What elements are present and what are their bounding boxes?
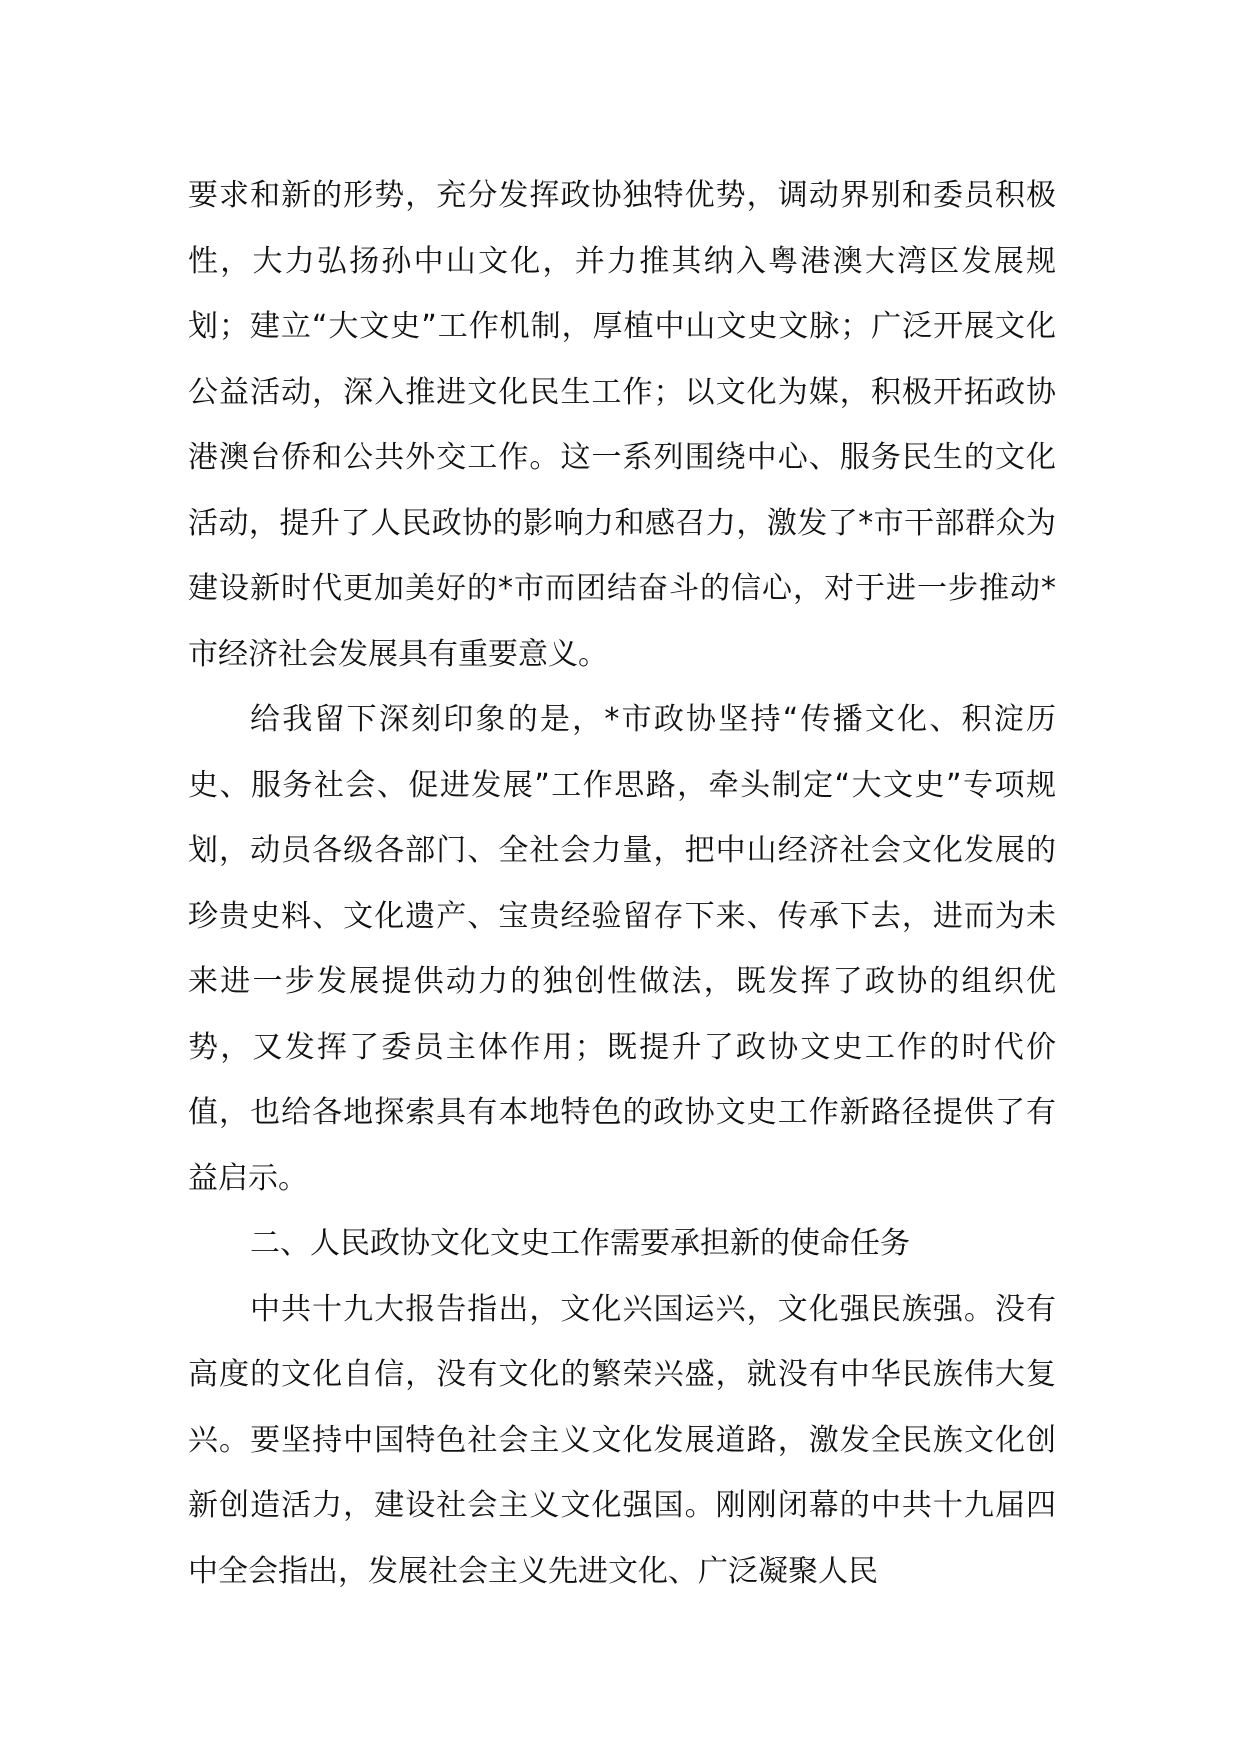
- paragraph-continuation: 要求和新的形势，充分发挥政协独特优势，调动界别和委员积极性，大力弘扬孙中山文化，并力推其纳入粤港澳大湾区发展规划；建立“大文史”工作机制，厚植中山文史文脉；广泛开展文化公益活动，深入推进文化民生工作；以文化为媒，积极开拓政协港澳台侨和公共外交工作。这一系列围绕中心、服务民生的文化活动，提升了人民政协的影响力和感召力，激发了*市干部群众为建设新时代更加美好的*市而团结奋斗的信心，对于进一步推动*市经济社会发展具有重要意义。: [188, 178, 1056, 672]
- section-heading: 二、人民政协文化文史工作需要承担新的使命任务: [250, 1226, 910, 1261]
- paragraph-impression: 给我留下深刻印象的是，*市政协坚持“传播文化、积淀历史、服务社会、促进发展”工作思路，牵头制定“大文史”专项规划，动员各级各部门、全社会力量，把中山经济社会文化发展的珍贵史料、文化遗产、宝贵经验留存下来、传承下去，进而为未来进一步发展提供动力的独创性做法，既发挥了政协的组织优势，又发挥了委员主体作用；既提升了政协文史工作的时代价值，也给各地探索具有本地特色的政协文史工作新路径提供了有益启示。: [188, 702, 1056, 1196]
- document-body: [188, 163, 1056, 1604]
- paragraph-report: 中共十九大报告指出，文化兴国运兴，文化强民族强。没有高度的文化自信，没有文化的繁荣兴盛，就没有中华民族伟大复兴。要坚持中国特色社会主义文化发展道路，激发全民族文化创新创造活力，建设社会主义文化强国。刚刚闭幕的中共十九届四中全会指出，发展社会主义先进文化、广泛凝聚人民: [188, 1291, 1056, 1589]
